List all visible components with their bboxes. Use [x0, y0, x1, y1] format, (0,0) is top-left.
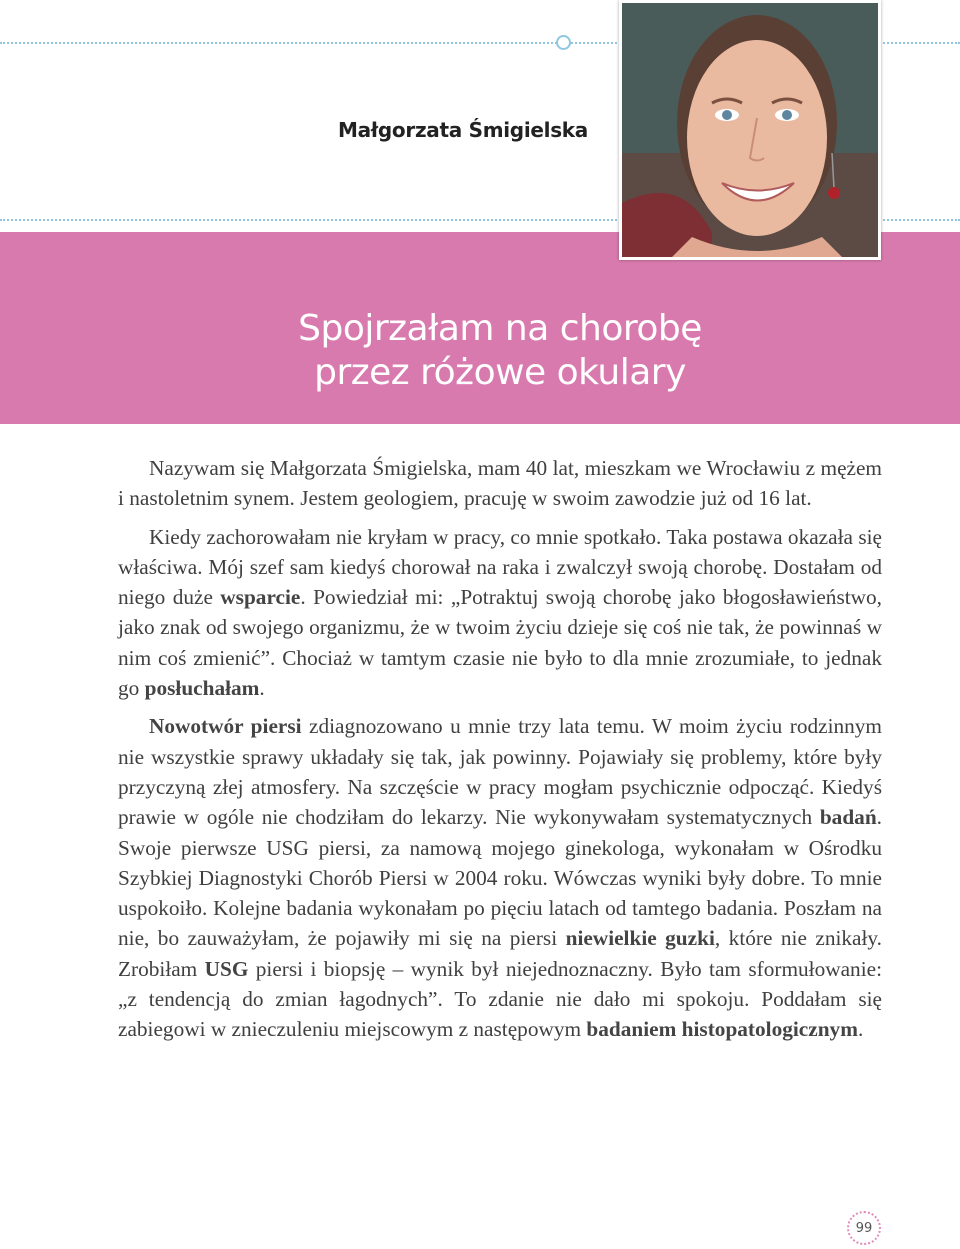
page-title [0, 307, 960, 395]
paragraph-3 [118, 711, 882, 1044]
paragraph-3-text-f: , które nie znikały. Zrobiłam [118, 926, 883, 981]
paragraph-3-bold-usg: USG [204, 956, 249, 981]
paragraph-2-bold-wsparcie: wsparcie [220, 585, 301, 610]
paragraph-2-text-c: . Powiedział mi: „Potraktuj swoją chorobę jako błogosławieństwo, jako znak od swojego organizmu, że w twoim życiu dzieje się coś nie tak, że powinnaś w nim coś zmienić”. Chociaż w tamtym czasie nie było to dla mnie zrozumiałe, to jednak go [118, 585, 882, 701]
paragraph-2 [118, 522, 882, 704]
page-number-badge [847, 1211, 881, 1245]
paragraph-3-text-b: zdiagnozowano u mnie trzy lata temu. W moim życiu rodzinnym nie wszystkie sprawy układały się tak, jak powinny. Pojawiały się problemy, które były przyczyną złej atmosfery. Na szczęście w pracy mogłam psychicznie odpocząć. Kiedyś prawie w ogóle nie chodziłam do lekarzy. Nie wykonywałam systematycznych [118, 714, 882, 830]
paragraph-3-text-h: piersi i biopsję – wynik był niejednoznaczny. Było tam sformułowanie: „z tendencją do zmian łagodnych”. To zdanie nie dało mi spokoju. Poddałam się zabiegowi w znieczuleniu miejscowym z następowym [118, 956, 882, 1042]
portrait-illustration [622, 3, 878, 257]
divider-circle-ornament [556, 35, 571, 50]
paragraph-2-text-a: Kiedy zachorowałam nie kryłam w pracy, co mnie spotkało. Taka postawa okazała się właściwa. Mój szef sam kiedyś chorował na raka i zwalczył swoją chorobę. Dostałam od niego duże [118, 524, 882, 610]
title-line-1: Spojrzałam na chorobę [298, 308, 702, 349]
author-photo [619, 0, 881, 260]
author-name: Małgorzata Śmigielska [338, 118, 588, 142]
title-line-2: przez różowe okulary [314, 352, 686, 393]
paragraph-1-text: Nazywam się Małgorzata Śmigielska, mam 40 lat, mieszkam we Wrocławiu z mężem i nastoletnim synem. Jestem geologiem, pracuję w swoim zawodzie już od 16 lat. [118, 456, 882, 511]
paragraph-2-bold-posluchalam: posłuchałam [144, 676, 260, 701]
paragraph-3-text-j: . [857, 1017, 864, 1042]
paragraph-3-bold-guzki: niewielkie guzki [565, 926, 715, 951]
paragraph-3-bold-badan: badań [819, 805, 877, 830]
article-body [118, 453, 882, 1053]
paragraph-3-text-d: . Swoje pierwsze USG piersi, za namową mojego ginekologa, wykonałam w Ośrodku Szybkiej Diagnostyki Chorób Piersi w 2004 roku. Wówczas wyniki były dobre. To mnie uspokoiło. Kolejne badania wykonałam po pięciu latach od tamtego badania. Poszłam na nie, bo zauważyłam, że pojawiły mi się na piersi [118, 805, 882, 951]
page-number: 99 [855, 1220, 873, 1236]
paragraph-2-text-e: . [259, 676, 265, 701]
paragraph-3-bold-nowotwor: Nowotwór piersi [149, 714, 302, 739]
paragraph-3-bold-histopatologia: badaniem histopatologicznym [586, 1017, 858, 1042]
paragraph-1 [118, 453, 882, 514]
